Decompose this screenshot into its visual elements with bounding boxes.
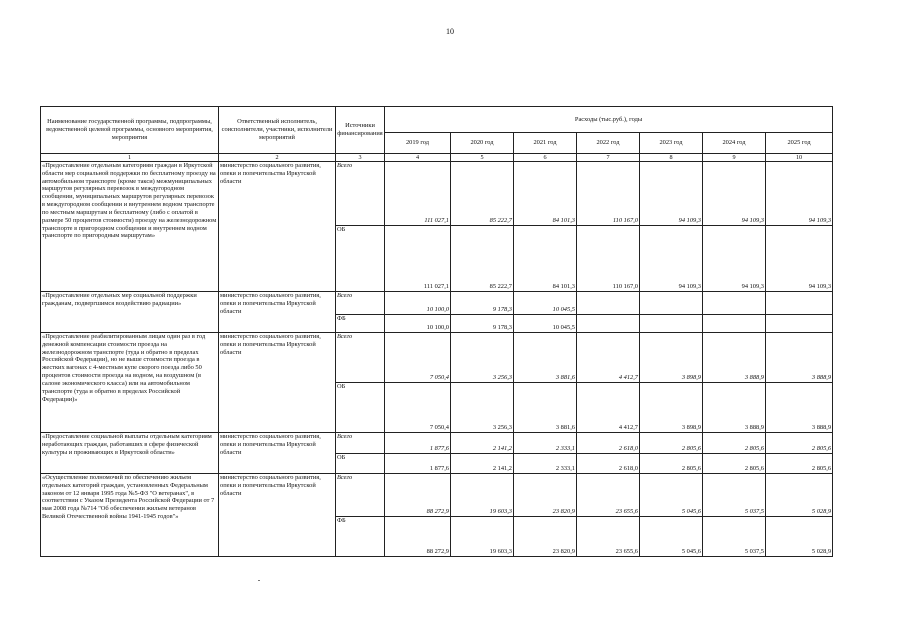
total-value: 85 222,7 <box>451 162 514 226</box>
responsible-executor: министерство социального развития, опеки и попечительства Иркутской области <box>219 433 336 474</box>
budget-value: 2 333,1 <box>514 454 577 474</box>
budget-value: 5 028,9 <box>766 517 833 557</box>
budget-value: 10 100,0 <box>385 315 451 333</box>
expenses-table <box>40 106 833 557</box>
column-index: 2 <box>219 154 336 162</box>
total-value <box>577 292 640 315</box>
budget-value: 19 603,3 <box>451 517 514 557</box>
budget-value: 2 141,2 <box>451 454 514 474</box>
total-value: 111 027,1 <box>385 162 451 226</box>
budget-value: 9 178,3 <box>451 315 514 333</box>
budget-value: 10 045,5 <box>514 315 577 333</box>
budget-value <box>703 315 766 333</box>
budget-value: 85 222,7 <box>451 226 514 292</box>
measure-name: «Предоставление отдельным категориям граждан в Иркутской области мер социальной поддержки по бесплатному проезду на автомобильном транспорте (кроме такси) межмуниципальных маршрутов регулярных перевозок в междугородном сообщении, муниципальных маршрутов регулярных перевозок в междугородном сообщении и внутреннем водном транспорте по местным маршрутам и бесплатному (либо с оплатой в размере 50 процентов стоимости) проезду на железнодорожном транспорте в пригородном сообщении и внутреннем водном транспорте по пригородным маршрутам» <box>41 162 219 292</box>
total-value: 1 877,6 <box>385 433 451 454</box>
budget-value: 2 805,6 <box>640 454 703 474</box>
table-row <box>41 474 833 517</box>
column-index: 4 <box>385 154 451 162</box>
column-index: 7 <box>577 154 640 162</box>
header-responsible: Ответственный исполнитель, соисполнители, участники, исполнители мероприятий <box>219 107 336 154</box>
total-value: 9 178,3 <box>451 292 514 315</box>
total-value <box>703 292 766 315</box>
column-index: 10 <box>766 154 833 162</box>
total-value: 88 272,9 <box>385 474 451 517</box>
column-index: 6 <box>514 154 577 162</box>
budget-value <box>640 315 703 333</box>
responsible-executor: министерство социального развития, опеки и попечительства Иркутской области <box>219 333 336 433</box>
budget-value: 3 898,9 <box>640 383 703 433</box>
total-value: 94 109,3 <box>766 162 833 226</box>
total-value: 5 028,9 <box>766 474 833 517</box>
budget-value: 84 101,3 <box>514 226 577 292</box>
source-total-label: Всего <box>336 433 385 454</box>
total-value: 2 333,1 <box>514 433 577 454</box>
source-total-label: Всего <box>336 292 385 315</box>
total-value: 2 805,6 <box>766 433 833 454</box>
column-index: 8 <box>640 154 703 162</box>
column-index: 1 <box>41 154 219 162</box>
total-value: 5 037,5 <box>703 474 766 517</box>
budget-value <box>577 315 640 333</box>
budget-value: 1 877,6 <box>385 454 451 474</box>
measure-name: «Предоставление социальной выплаты отдельным категориям неработающих граждан, работавших в сфере физической культуры и проживающих в Иркутской области» <box>41 433 219 474</box>
header-year: 2023 год <box>640 133 703 154</box>
source-total-label: Всего <box>336 474 385 517</box>
total-value: 94 109,3 <box>703 162 766 226</box>
header-year: 2025 год <box>766 133 833 154</box>
header-year: 2019 год <box>385 133 451 154</box>
scan-speck <box>258 580 260 581</box>
header-name: Наименование государственной программы, подпрограммы, ведомственной целевой программы, основного мероприятия, мероприятия <box>41 107 219 154</box>
total-value: 5 045,6 <box>640 474 703 517</box>
budget-value: 5 045,6 <box>640 517 703 557</box>
responsible-executor: министерство социального развития, опеки и попечительства Иркутской области <box>219 292 336 333</box>
total-value: 3 881,6 <box>514 333 577 383</box>
total-value: 2 805,6 <box>703 433 766 454</box>
budget-value: 88 272,9 <box>385 517 451 557</box>
total-value: 94 109,3 <box>640 162 703 226</box>
measure-name: «Осуществление полномочий по обеспечению жильем отдельных категорий граждан, установленных Федеральным законом от 12 января 1995 года №5-ФЗ "О ветеранах", в соответствии с Указом Президента Российской Федерации от 7 мая 2008 года №714 "Об обеспечении жильем ветеранов Великой Отечественной войны 1941-1945 годов"» <box>41 474 219 557</box>
budget-value: 2 805,6 <box>766 454 833 474</box>
column-index: 3 <box>336 154 385 162</box>
total-value: 84 101,3 <box>514 162 577 226</box>
source-label: ОБ <box>336 226 385 292</box>
source-label: ФБ <box>336 517 385 557</box>
total-value: 3 256,3 <box>451 333 514 383</box>
total-value: 3 888,9 <box>766 333 833 383</box>
total-value <box>766 292 833 315</box>
budget-value: 94 109,3 <box>766 226 833 292</box>
budget-value: 2 618,0 <box>577 454 640 474</box>
table-row <box>41 333 833 383</box>
total-value: 110 167,0 <box>577 162 640 226</box>
total-value: 23 655,6 <box>577 474 640 517</box>
table-row <box>41 162 833 226</box>
budget-value: 3 256,3 <box>451 383 514 433</box>
page-number: 10 <box>446 27 454 36</box>
total-value: 19 603,3 <box>451 474 514 517</box>
header-source: Источники финансирования <box>336 107 385 154</box>
budget-value: 5 037,5 <box>703 517 766 557</box>
table-row <box>41 433 833 454</box>
budget-value: 4 412,7 <box>577 383 640 433</box>
column-index: 5 <box>451 154 514 162</box>
budget-value: 94 109,3 <box>703 226 766 292</box>
header-year: 2021 год <box>514 133 577 154</box>
total-value: 3 888,9 <box>703 333 766 383</box>
total-value: 2 141,2 <box>451 433 514 454</box>
budget-value: 3 888,9 <box>703 383 766 433</box>
total-value: 10 100,0 <box>385 292 451 315</box>
total-value: 10 045,5 <box>514 292 577 315</box>
header-year: 2020 год <box>451 133 514 154</box>
total-value: 7 050,4 <box>385 333 451 383</box>
budget-value: 94 109,3 <box>640 226 703 292</box>
budget-value: 3 888,9 <box>766 383 833 433</box>
measure-name: «Предоставление отдельных мер социальной поддержки гражданам, подвергшимся воздействию радиации» <box>41 292 219 333</box>
source-label: ОБ <box>336 383 385 433</box>
total-value <box>640 292 703 315</box>
total-value: 2 618,0 <box>577 433 640 454</box>
header-year: 2024 год <box>703 133 766 154</box>
column-index: 9 <box>703 154 766 162</box>
header-expenses: Расходы (тыс.руб.), годы <box>385 107 833 133</box>
source-label: ФБ <box>336 315 385 333</box>
budget-value: 110 167,0 <box>577 226 640 292</box>
source-total-label: Всего <box>336 162 385 226</box>
budget-value: 111 027,1 <box>385 226 451 292</box>
total-value: 23 820,9 <box>514 474 577 517</box>
measure-name: «Предоставление реабилитированным лицам один раз в год денежной компенсации стоимости проезда на железнодорожном транспорте (туда и обратно в пределах Российской Федерации), но не выше стоимости проезда в жестких вагонах с 4-местным купе скорого поезда либо 50 процентов стоимости проезда на водном, на воздушном (в салоне экономического класса) или на автомобильном транспорте (туда и обратно в пределах Российской Федерации)» <box>41 333 219 433</box>
responsible-executor: министерство социального развития, опеки и попечительства Иркутской области <box>219 162 336 292</box>
responsible-executor: министерство социального развития, опеки и попечительства Иркутской области <box>219 474 336 557</box>
budget-value: 2 805,6 <box>703 454 766 474</box>
total-value: 4 412,7 <box>577 333 640 383</box>
source-label: ОБ <box>336 454 385 474</box>
total-value: 3 898,9 <box>640 333 703 383</box>
table-row <box>41 292 833 315</box>
budget-value: 23 655,6 <box>577 517 640 557</box>
header-year: 2022 год <box>577 133 640 154</box>
total-value: 2 805,6 <box>640 433 703 454</box>
budget-value <box>766 315 833 333</box>
budget-value: 7 050,4 <box>385 383 451 433</box>
budget-value: 23 820,9 <box>514 517 577 557</box>
budget-value: 3 881,6 <box>514 383 577 433</box>
source-total-label: Всего <box>336 333 385 383</box>
